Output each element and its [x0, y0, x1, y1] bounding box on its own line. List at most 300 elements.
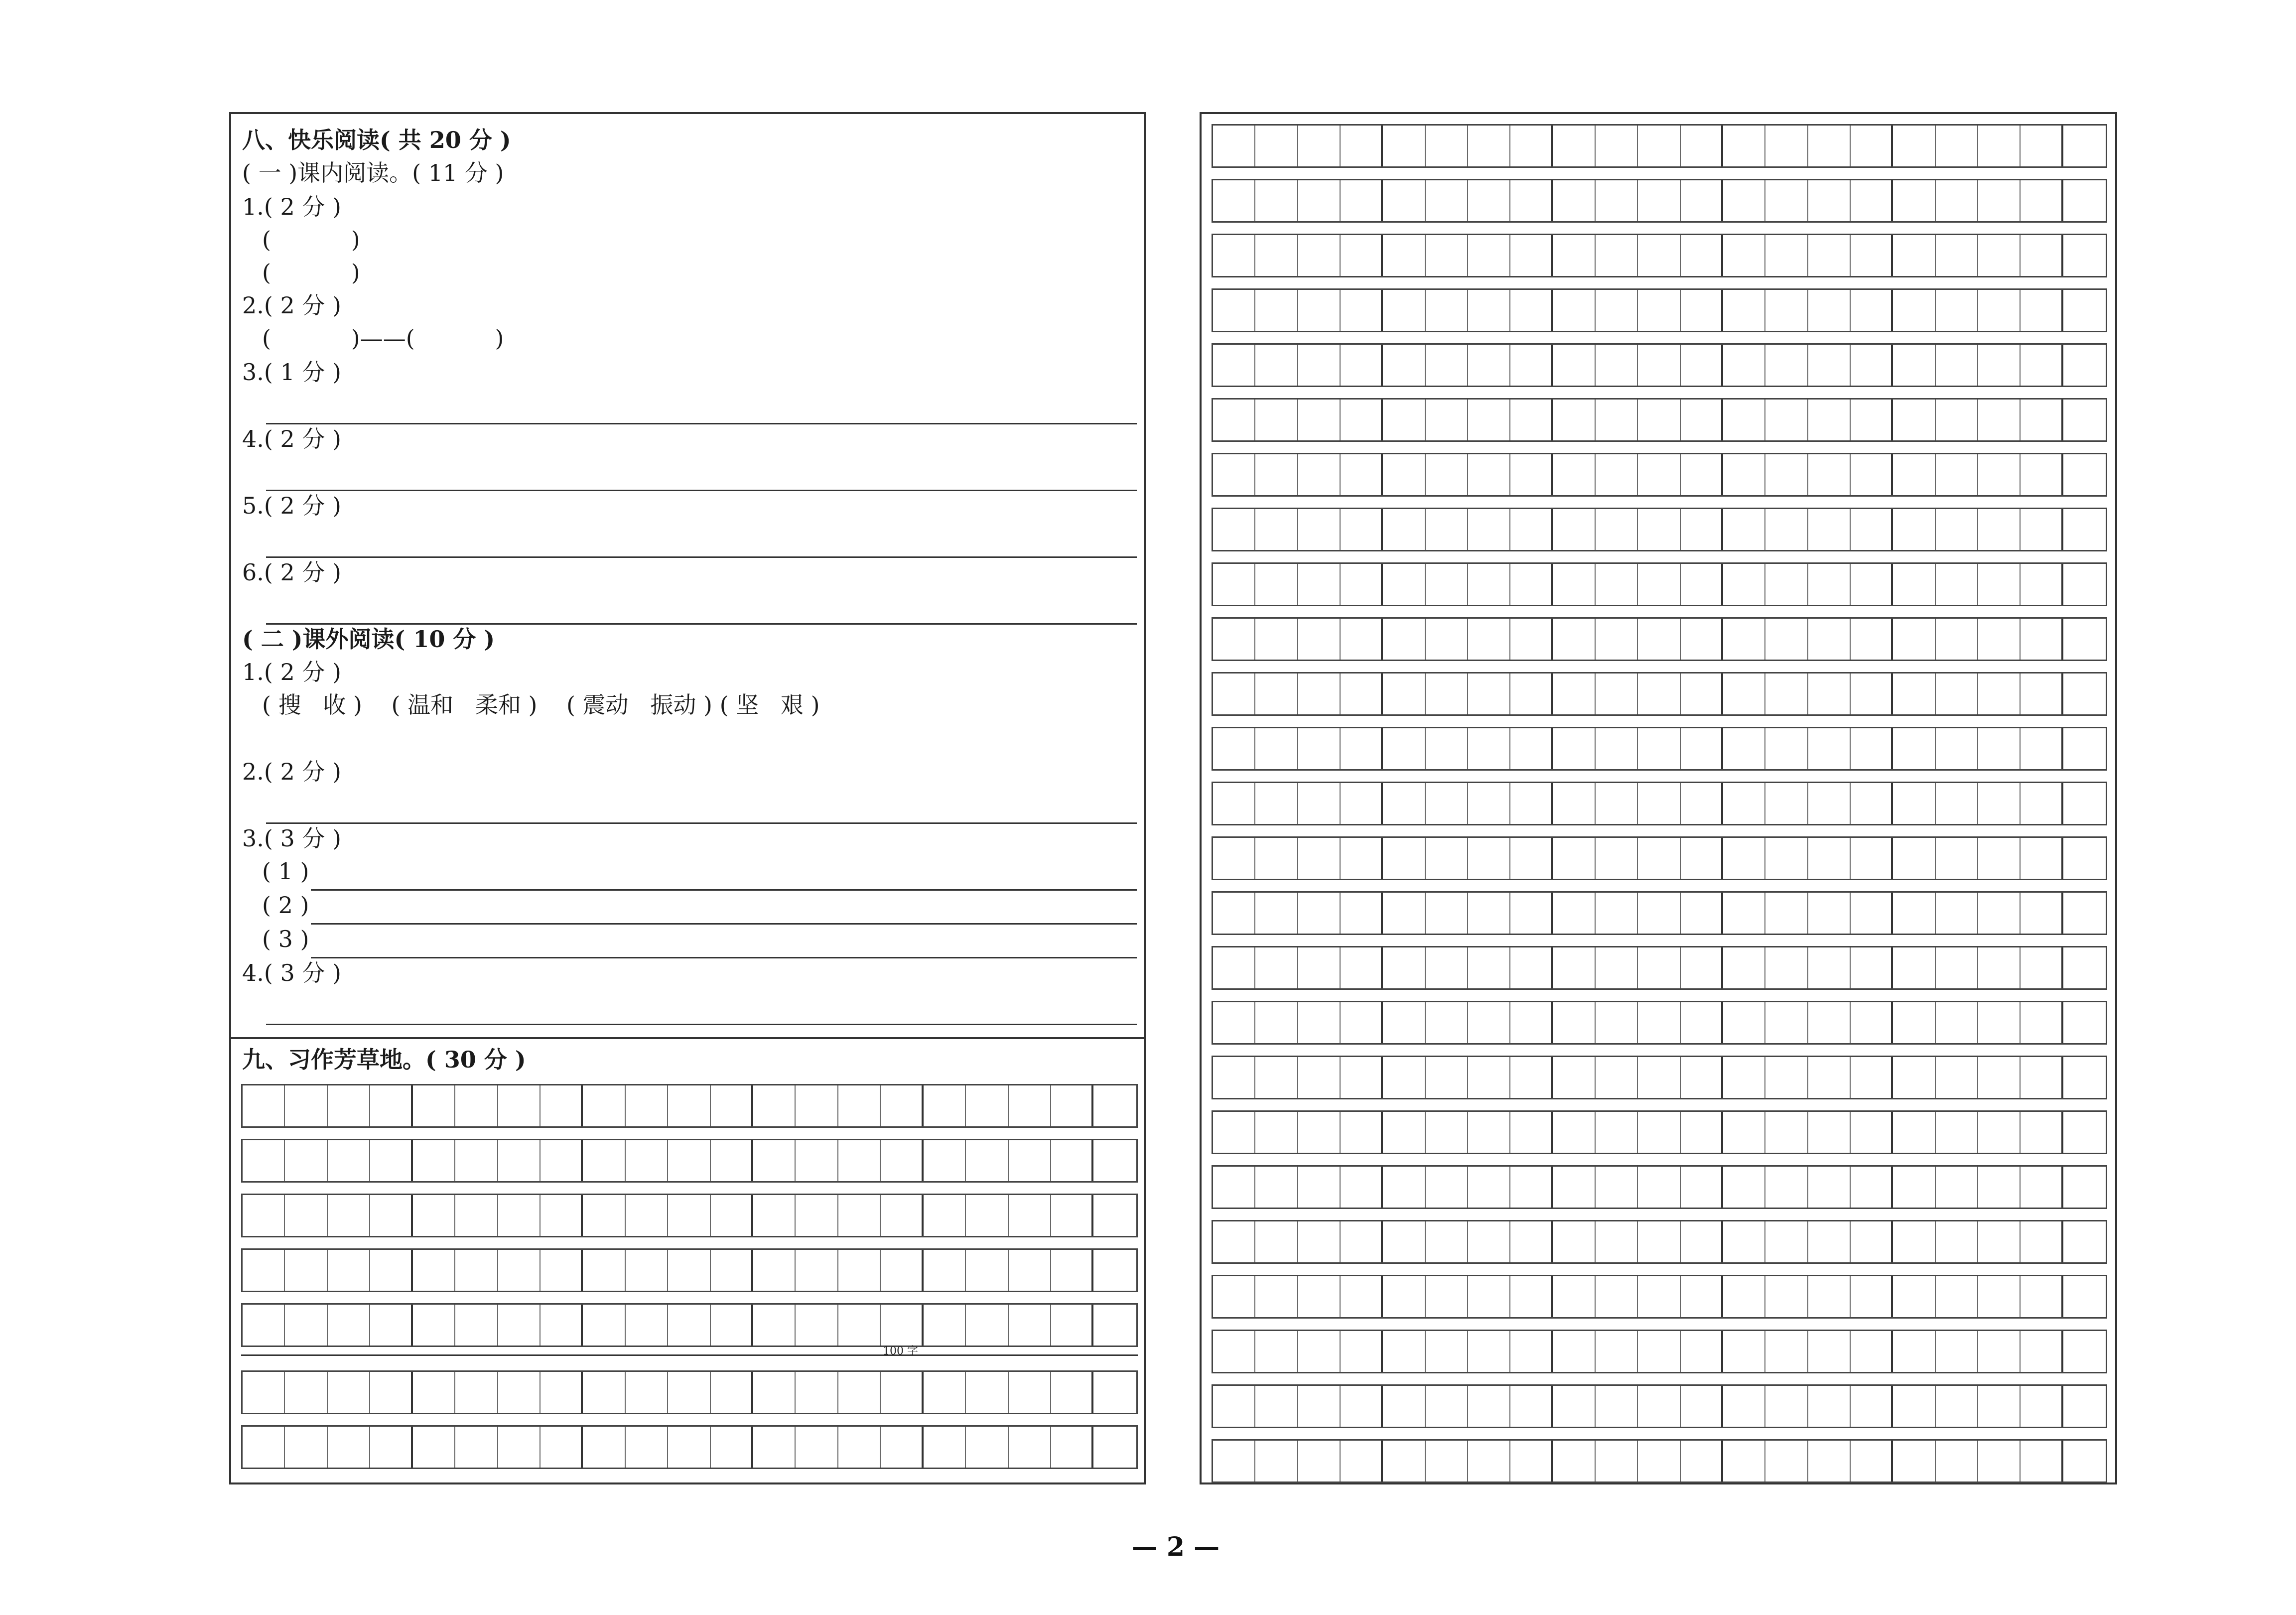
grid-cell[interactable] [1553, 126, 1596, 166]
grid-cell[interactable] [1341, 1002, 1383, 1043]
answer-line-p2-3-1[interactable] [311, 889, 1137, 891]
grid-cell[interactable] [626, 1140, 668, 1181]
grid-cell[interactable] [1723, 1386, 1765, 1427]
grid-cell[interactable] [328, 1085, 370, 1126]
grid-cell[interactable] [1681, 345, 1723, 386]
grid-cell[interactable] [1510, 1221, 1553, 1262]
grid-cell[interactable] [1426, 400, 1468, 440]
grid-cell[interactable] [455, 1250, 498, 1291]
grid-cell[interactable] [1553, 673, 1596, 714]
grid-cell[interactable] [1808, 783, 1851, 824]
grid-cell[interactable] [1298, 1112, 1341, 1153]
grid-cell[interactable] [1851, 728, 1893, 769]
grid-cell[interactable] [2021, 126, 2063, 166]
grid-cell[interactable] [1383, 235, 1425, 276]
grid-cell[interactable] [1681, 673, 1723, 714]
grid-cell[interactable] [1936, 564, 1978, 605]
grid-cell[interactable] [1213, 564, 1255, 605]
grid-cell[interactable] [1255, 509, 1298, 550]
grid-cell[interactable] [1468, 400, 1510, 440]
grid-cell[interactable] [1808, 1441, 1851, 1481]
grid-cell[interactable] [1723, 1167, 1765, 1208]
grid-cell[interactable] [1765, 290, 1808, 331]
grid-cell[interactable] [838, 1427, 881, 1468]
grid-cell[interactable] [1383, 564, 1425, 605]
grid-cell[interactable] [1596, 783, 1638, 824]
grid-cell[interactable] [1009, 1085, 1051, 1126]
grid-cell[interactable] [1808, 947, 1851, 988]
grid-cell[interactable] [370, 1305, 412, 1346]
grid-cell[interactable] [1681, 509, 1723, 550]
grid-cell[interactable] [1383, 454, 1425, 495]
grid-cell[interactable] [1383, 619, 1425, 660]
grid-cell[interactable] [1638, 345, 1680, 386]
grid-cell[interactable] [1255, 673, 1298, 714]
grid-cell[interactable] [1553, 728, 1596, 769]
grid-cell[interactable] [1426, 1057, 1468, 1098]
grid-cell[interactable] [1765, 728, 1808, 769]
grid-cell[interactable] [626, 1372, 668, 1413]
grid-cell[interactable] [1510, 1441, 1553, 1481]
grid-cell[interactable] [1553, 947, 1596, 988]
grid-cell[interactable] [1298, 290, 1341, 331]
grid-cell[interactable] [1298, 1057, 1341, 1098]
grid-cell[interactable] [1978, 1221, 2021, 1262]
grid-cell[interactable] [1093, 1427, 1136, 1468]
grid-cell[interactable] [1808, 1331, 1851, 1372]
grid-cell[interactable] [1936, 400, 1978, 440]
grid-cell[interactable] [711, 1140, 753, 1181]
grid-cell[interactable] [1341, 180, 1383, 221]
grid-cell[interactable] [1383, 180, 1425, 221]
grid-cell[interactable] [1936, 1276, 1978, 1317]
grid-cell[interactable] [1681, 1331, 1723, 1372]
grid-cell[interactable] [1851, 1441, 1893, 1481]
grid-cell[interactable] [1765, 454, 1808, 495]
grid-cell[interactable] [1893, 400, 1935, 440]
grid-cell[interactable] [711, 1250, 753, 1291]
grid-cell[interactable] [1298, 619, 1341, 660]
grid-cell[interactable] [1723, 1057, 1765, 1098]
grid-cell[interactable] [1009, 1195, 1051, 1236]
grid-cell[interactable] [711, 1195, 753, 1236]
grid-cell[interactable] [243, 1250, 285, 1291]
grid-cell[interactable] [1093, 1305, 1136, 1346]
grid-cell[interactable] [1638, 400, 1680, 440]
grid-cell[interactable] [455, 1195, 498, 1236]
grid-cell[interactable] [2021, 783, 2063, 824]
grid-cell[interactable] [1383, 290, 1425, 331]
grid-cell[interactable] [2021, 345, 2063, 386]
grid-cell[interactable] [1255, 1221, 1298, 1262]
grid-cell[interactable] [796, 1372, 838, 1413]
grid-cell[interactable] [1723, 509, 1765, 550]
grid-cell[interactable] [1893, 1276, 1935, 1317]
grid-cell[interactable] [1936, 783, 1978, 824]
grid-cell[interactable] [1093, 1140, 1136, 1181]
grid-cell[interactable] [1851, 947, 1893, 988]
grid-cell[interactable] [1510, 235, 1553, 276]
grid-cell[interactable] [1936, 235, 1978, 276]
grid-cell[interactable] [1383, 1167, 1425, 1208]
grid-cell[interactable] [243, 1305, 285, 1346]
grid-cell[interactable] [1510, 1331, 1553, 1372]
grid-cell[interactable] [1383, 1002, 1425, 1043]
grid-cell[interactable] [370, 1140, 412, 1181]
grid-cell[interactable] [1468, 783, 1510, 824]
grid-cell[interactable] [1426, 1002, 1468, 1043]
grid-cell[interactable] [1765, 893, 1808, 934]
grid-cell[interactable] [1638, 1386, 1680, 1427]
grid-cell[interactable] [1468, 619, 1510, 660]
grid-cell[interactable] [540, 1140, 583, 1181]
answer-line-p2-3-2[interactable] [311, 923, 1137, 925]
grid-cell[interactable] [1681, 1002, 1723, 1043]
grid-cell[interactable] [1298, 1331, 1341, 1372]
grid-cell[interactable] [1681, 783, 1723, 824]
grid-cell[interactable] [2021, 1002, 2063, 1043]
grid-cell[interactable] [1723, 1112, 1765, 1153]
grid-cell[interactable] [1936, 290, 1978, 331]
grid-cell[interactable] [1468, 454, 1510, 495]
grid-cell[interactable] [1553, 180, 1596, 221]
grid-cell[interactable] [413, 1250, 455, 1291]
grid-cell[interactable] [498, 1195, 540, 1236]
grid-cell[interactable] [2063, 838, 2106, 879]
grid-cell[interactable] [1426, 1276, 1468, 1317]
grid-cell[interactable] [1681, 838, 1723, 879]
grid-cell[interactable] [1510, 838, 1553, 879]
grid-cell[interactable] [1009, 1427, 1051, 1468]
grid-cell[interactable] [1341, 290, 1383, 331]
grid-cell[interactable] [1468, 235, 1510, 276]
grid-cell[interactable] [753, 1372, 796, 1413]
grid-cell[interactable] [668, 1427, 710, 1468]
grid-cell[interactable] [1681, 235, 1723, 276]
grid-cell[interactable] [1298, 400, 1341, 440]
grid-cell[interactable] [1978, 838, 2021, 879]
grid-cell[interactable] [1851, 1057, 1893, 1098]
grid-cell[interactable] [2021, 1167, 2063, 1208]
grid-cell[interactable] [1723, 1221, 1765, 1262]
grid-cell[interactable] [2063, 564, 2106, 605]
grid-cell[interactable] [1468, 947, 1510, 988]
grid-cell[interactable] [1978, 1057, 2021, 1098]
grid-cell[interactable] [1723, 290, 1765, 331]
grid-cell[interactable] [413, 1427, 455, 1468]
grid-cell[interactable] [2063, 1167, 2106, 1208]
grid-cell[interactable] [1638, 1441, 1680, 1481]
grid-cell[interactable] [2021, 947, 2063, 988]
grid-cell[interactable] [2063, 619, 2106, 660]
grid-cell[interactable] [1341, 893, 1383, 934]
grid-cell[interactable] [2063, 1441, 2106, 1481]
grid-cell[interactable] [2021, 838, 2063, 879]
grid-cell[interactable] [1510, 893, 1553, 934]
grid-cell[interactable] [1213, 454, 1255, 495]
grid-cell[interactable] [1681, 1221, 1723, 1262]
grid-cell[interactable] [2021, 1112, 2063, 1153]
grid-cell[interactable] [1213, 180, 1255, 221]
grid-cell[interactable] [1341, 1441, 1383, 1481]
grid-cell[interactable] [881, 1195, 923, 1236]
grid-cell[interactable] [1298, 947, 1341, 988]
grid-cell[interactable] [1213, 783, 1255, 824]
grid-cell[interactable] [1255, 947, 1298, 988]
grid-cell[interactable] [711, 1372, 753, 1413]
grid-cell[interactable] [583, 1305, 625, 1346]
grid-cell[interactable] [1051, 1427, 1093, 1468]
grid-cell[interactable] [1808, 509, 1851, 550]
grid-cell[interactable] [1213, 1002, 1255, 1043]
grid-cell[interactable] [1255, 1002, 1298, 1043]
grid-cell[interactable] [1213, 1167, 1255, 1208]
grid-cell[interactable] [1893, 235, 1935, 276]
grid-cell[interactable] [1851, 1002, 1893, 1043]
grid-cell[interactable] [626, 1195, 668, 1236]
grid-cell[interactable] [1510, 509, 1553, 550]
grid-cell[interactable] [413, 1195, 455, 1236]
grid-cell[interactable] [1298, 1276, 1341, 1317]
grid-cell[interactable] [243, 1427, 285, 1468]
grid-cell[interactable] [1638, 838, 1680, 879]
grid-cell[interactable] [1596, 1276, 1638, 1317]
grid-cell[interactable] [1808, 673, 1851, 714]
answer-blank-2[interactable]: ( )——( ) [262, 325, 504, 352]
grid-cell[interactable] [1681, 1057, 1723, 1098]
grid-cell[interactable] [498, 1372, 540, 1413]
grid-cell[interactable] [1978, 235, 2021, 276]
grid-cell[interactable] [1638, 180, 1680, 221]
grid-cell[interactable] [1936, 1386, 1978, 1427]
grid-cell[interactable] [1723, 564, 1765, 605]
grid-cell[interactable] [1009, 1372, 1051, 1413]
grid-cell[interactable] [1255, 345, 1298, 386]
grid-cell[interactable] [1638, 783, 1680, 824]
grid-cell[interactable] [2021, 1441, 2063, 1481]
grid-cell[interactable] [1638, 126, 1680, 166]
grid-cell[interactable] [1468, 1057, 1510, 1098]
grid-cell[interactable] [1638, 619, 1680, 660]
grid-cell[interactable] [1553, 235, 1596, 276]
grid-cell[interactable] [2063, 893, 2106, 934]
grid-cell[interactable] [1723, 728, 1765, 769]
grid-cell[interactable] [1426, 1331, 1468, 1372]
grid-cell[interactable] [2063, 454, 2106, 495]
grid-cell[interactable] [1808, 400, 1851, 440]
grid-cell[interactable] [540, 1250, 583, 1291]
grid-cell[interactable] [1468, 126, 1510, 166]
grid-cell[interactable] [1638, 509, 1680, 550]
grid-cell[interactable] [1638, 947, 1680, 988]
grid-cell[interactable] [1255, 783, 1298, 824]
grid-cell[interactable] [583, 1140, 625, 1181]
grid-cell[interactable] [1298, 728, 1341, 769]
grid-cell[interactable] [1723, 619, 1765, 660]
grid-cell[interactable] [1851, 180, 1893, 221]
grid-cell[interactable] [1893, 1167, 1935, 1208]
grid-cell[interactable] [924, 1427, 966, 1468]
grid-cell[interactable] [1765, 180, 1808, 221]
grid-cell[interactable] [1808, 1386, 1851, 1427]
grid-cell[interactable] [1510, 619, 1553, 660]
grid-cell[interactable] [285, 1195, 327, 1236]
grid-cell[interactable] [1808, 290, 1851, 331]
grid-cell[interactable] [540, 1195, 583, 1236]
grid-cell[interactable] [1723, 454, 1765, 495]
grid-cell[interactable] [1638, 290, 1680, 331]
grid-cell[interactable] [966, 1372, 1008, 1413]
grid-cell[interactable] [1723, 235, 1765, 276]
grid-cell[interactable] [1936, 180, 1978, 221]
grid-cell[interactable] [1553, 454, 1596, 495]
grid-cell[interactable] [1596, 454, 1638, 495]
grid-cell[interactable] [1978, 1331, 2021, 1372]
grid-cell[interactable] [881, 1140, 923, 1181]
grid-cell[interactable] [1383, 1221, 1425, 1262]
grid-cell[interactable] [2021, 290, 2063, 331]
grid-cell[interactable] [1936, 947, 1978, 988]
grid-cell[interactable] [1426, 728, 1468, 769]
grid-cell[interactable] [285, 1305, 327, 1346]
grid-cell[interactable] [1468, 728, 1510, 769]
grid-cell[interactable] [626, 1427, 668, 1468]
grid-cell[interactable] [1723, 1331, 1765, 1372]
grid-cell[interactable] [1893, 783, 1935, 824]
grid-cell[interactable] [1298, 1221, 1341, 1262]
grid-cell[interactable] [1681, 290, 1723, 331]
grid-cell[interactable] [1213, 838, 1255, 879]
grid-cell[interactable] [1808, 180, 1851, 221]
grid-cell[interactable] [1426, 1112, 1468, 1153]
grid-cell[interactable] [1978, 400, 2021, 440]
grid-cell[interactable] [1978, 619, 2021, 660]
grid-cell[interactable] [285, 1085, 327, 1126]
grid-cell[interactable] [1765, 619, 1808, 660]
grid-cell[interactable] [2021, 619, 2063, 660]
grid-cell[interactable] [1893, 1057, 1935, 1098]
grid-cell[interactable] [1893, 290, 1935, 331]
grid-cell[interactable] [413, 1085, 455, 1126]
grid-cell[interactable] [1765, 783, 1808, 824]
grid-cell[interactable] [668, 1085, 710, 1126]
grid-cell[interactable] [1213, 947, 1255, 988]
grid-cell[interactable] [1936, 1002, 1978, 1043]
grid-cell[interactable] [1723, 673, 1765, 714]
grid-cell[interactable] [1510, 290, 1553, 331]
grid-cell[interactable] [1553, 1441, 1596, 1481]
grid-cell[interactable] [1851, 1276, 1893, 1317]
grid-cell[interactable] [370, 1372, 412, 1413]
grid-cell[interactable] [1851, 1112, 1893, 1153]
grid-cell[interactable] [1255, 1276, 1298, 1317]
grid-cell[interactable] [924, 1372, 966, 1413]
grid-cell[interactable] [1596, 893, 1638, 934]
grid-cell[interactable] [1596, 564, 1638, 605]
grid-cell[interactable] [1468, 838, 1510, 879]
grid-cell[interactable] [2063, 1221, 2106, 1262]
grid-cell[interactable] [1978, 564, 2021, 605]
grid-cell[interactable] [1426, 290, 1468, 331]
grid-cell[interactable] [1051, 1195, 1093, 1236]
grid-cell[interactable] [796, 1427, 838, 1468]
grid-cell[interactable] [1255, 1386, 1298, 1427]
answer-line-3[interactable] [266, 423, 1137, 424]
grid-cell[interactable] [1426, 1221, 1468, 1262]
grid-cell[interactable] [2063, 509, 2106, 550]
grid-cell[interactable] [966, 1085, 1008, 1126]
grid-cell[interactable] [2021, 400, 2063, 440]
grid-cell[interactable] [1808, 1276, 1851, 1317]
grid-cell[interactable] [1298, 564, 1341, 605]
grid-cell[interactable] [1765, 564, 1808, 605]
grid-cell[interactable] [966, 1195, 1008, 1236]
grid-cell[interactable] [2021, 1057, 2063, 1098]
answer-line-p2-4[interactable] [266, 1024, 1137, 1025]
grid-cell[interactable] [540, 1085, 583, 1126]
grid-cell[interactable] [668, 1250, 710, 1291]
grid-cell[interactable] [413, 1140, 455, 1181]
grid-cell[interactable] [1765, 1002, 1808, 1043]
grid-cell[interactable] [1723, 838, 1765, 879]
grid-cell[interactable] [1213, 1112, 1255, 1153]
grid-cell[interactable] [455, 1085, 498, 1126]
grid-cell[interactable] [2063, 235, 2106, 276]
grid-cell[interactable] [1426, 1167, 1468, 1208]
grid-cell[interactable] [1681, 947, 1723, 988]
grid-cell[interactable] [1510, 947, 1553, 988]
grid-cell[interactable] [1723, 126, 1765, 166]
grid-cell[interactable] [1255, 564, 1298, 605]
grid-cell[interactable] [2063, 1331, 2106, 1372]
grid-cell[interactable] [1510, 180, 1553, 221]
grid-cell[interactable] [1553, 783, 1596, 824]
grid-cell[interactable] [455, 1140, 498, 1181]
grid-cell[interactable] [413, 1305, 455, 1346]
grid-cell[interactable] [2021, 1386, 2063, 1427]
grid-cell[interactable] [1765, 947, 1808, 988]
grid-cell[interactable] [1723, 345, 1765, 386]
grid-cell[interactable] [1553, 400, 1596, 440]
grid-cell[interactable] [1468, 1002, 1510, 1043]
grid-cell[interactable] [1681, 1386, 1723, 1427]
grid-cell[interactable] [1510, 1167, 1553, 1208]
grid-cell[interactable] [1681, 454, 1723, 495]
grid-cell[interactable] [1341, 126, 1383, 166]
grid-cell[interactable] [1596, 728, 1638, 769]
grid-cell[interactable] [498, 1305, 540, 1346]
grid-cell[interactable] [838, 1305, 881, 1346]
grid-cell[interactable] [1936, 1167, 1978, 1208]
grid-cell[interactable] [455, 1372, 498, 1413]
grid-cell[interactable] [1681, 1276, 1723, 1317]
grid-cell[interactable] [1426, 235, 1468, 276]
grid-cell[interactable] [1638, 1221, 1680, 1262]
grid-cell[interactable] [1341, 1167, 1383, 1208]
answer-line-4[interactable] [266, 490, 1137, 491]
grid-cell[interactable] [2021, 893, 2063, 934]
grid-cell[interactable] [1893, 564, 1935, 605]
grid-cell[interactable] [243, 1085, 285, 1126]
grid-cell[interactable] [1298, 838, 1341, 879]
grid-cell[interactable] [1298, 509, 1341, 550]
grid-cell[interactable] [1808, 454, 1851, 495]
grid-cell[interactable] [1723, 400, 1765, 440]
word-choice-options[interactable]: ( 搜 收 ) ( 温和 柔和 ) ( 震动 振动 ) ( 坚 艰 ) [262, 691, 820, 718]
grid-cell[interactable] [796, 1140, 838, 1181]
grid-cell[interactable] [753, 1195, 796, 1236]
grid-cell[interactable] [1808, 893, 1851, 934]
